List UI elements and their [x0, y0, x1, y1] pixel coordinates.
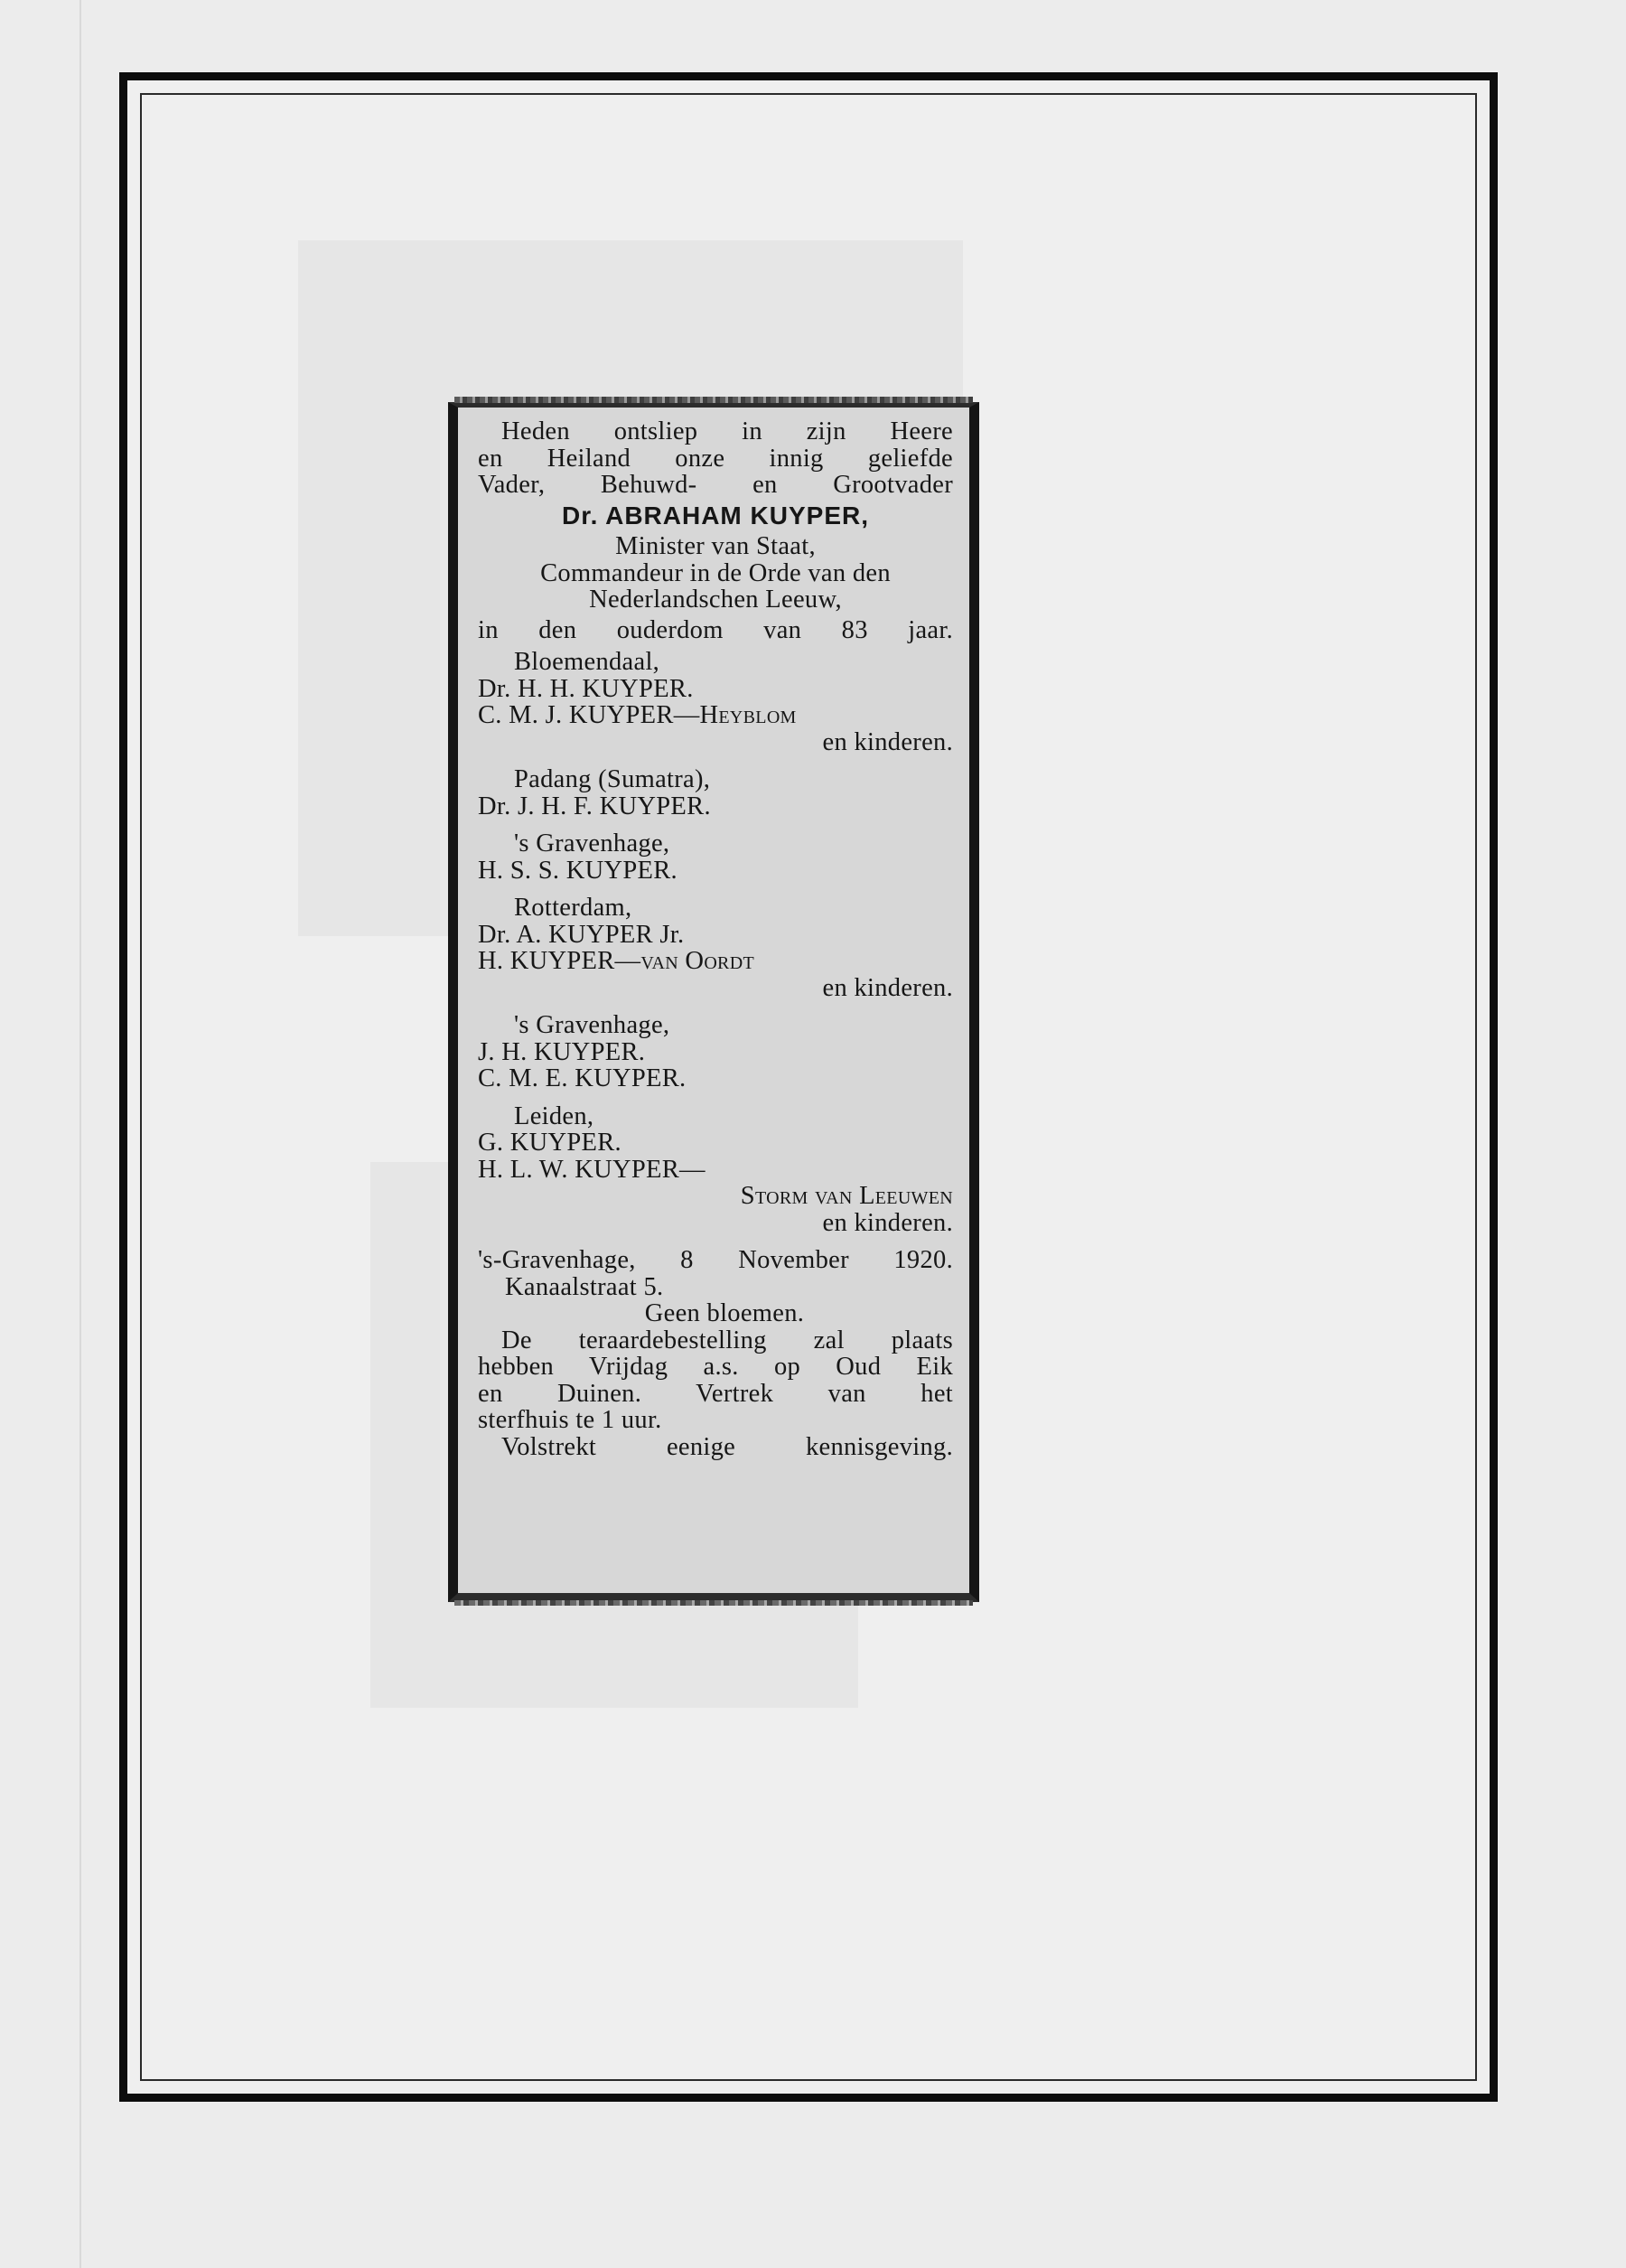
family-spouse: van Oordt — [640, 947, 754, 975]
clipping-torn-bottom-edge — [454, 1600, 973, 1606]
funeral-line: hebben Vrijdag a.s. op Oud Eik — [478, 1353, 953, 1381]
title-line: Nederlandschen Leeuw, — [589, 586, 842, 614]
family-suffix: en kinderen. — [822, 727, 953, 756]
family-name-line — [478, 948, 953, 975]
funeral-line: De teraardebestelling zal plaats — [501, 1326, 953, 1354]
family-place: Rotterdam, — [514, 894, 632, 922]
family-name: Dr. A. KUYPER Jr. — [478, 920, 685, 949]
family-spouse: Heyblom — [699, 701, 797, 729]
family-name: G. KUYPER. — [478, 1129, 621, 1157]
title-line: Minister van Staat, — [615, 532, 816, 560]
funeral-line: sterfhuis te 1 uur. — [478, 1406, 662, 1434]
intro-line: Heden ontsliep in zijn Heere — [501, 417, 953, 445]
family-name: H. S. S. KUYPER. — [478, 856, 678, 885]
family-place: 's Gravenhage, — [514, 829, 670, 858]
address-line: Kanaalstraat 5. — [505, 1272, 664, 1301]
family-place: Padang (Sumatra), — [514, 765, 711, 793]
obituary-clipping — [448, 402, 979, 1602]
deceased-name: Dr. ABRAHAM KUYPER, — [562, 501, 869, 530]
intro-line: en Heiland onze innig geliefde — [478, 444, 953, 473]
family-name: J. H. KUYPER. — [478, 1037, 646, 1066]
family-place: Bloemendaal, — [514, 648, 660, 676]
clipping-torn-top-edge — [454, 397, 973, 403]
family-suffix: en kinderen. — [822, 1208, 953, 1237]
family-name: C. M. J. KUYPER— — [478, 701, 700, 729]
date-line: 's-Gravenhage, 8 November 1920. — [478, 1246, 953, 1274]
age-line: in den ouderdom van 83 jaar. — [478, 615, 953, 644]
funeral-line: en Duinen. Vertrek van het — [478, 1379, 953, 1408]
family-spouse: Storm van Leeuwen — [740, 1182, 953, 1210]
title-line: Commandeur in de Orde van den — [540, 558, 891, 587]
family-name-line — [478, 702, 953, 729]
family-name: C. M. E. KUYPER. — [478, 1064, 687, 1092]
family-suffix: en kinderen. — [822, 973, 953, 1002]
intro-line: Vader, Behuwd- en Grootvader — [478, 471, 953, 499]
page-edge-line — [79, 0, 81, 2268]
family-name: Dr. J. H. F. KUYPER. — [478, 792, 711, 820]
family-name: Dr. H. H. KUYPER. — [478, 674, 694, 703]
family-name: H. L. W. KUYPER— — [478, 1155, 706, 1184]
family-place: 's Gravenhage, — [514, 1011, 670, 1039]
family-place: Leiden, — [514, 1101, 594, 1130]
closing-line: Volstrekt eenige kennisgeving. — [501, 1432, 953, 1461]
no-flowers-line: Geen bloemen. — [644, 1299, 805, 1327]
family-name: H. KUYPER— — [478, 947, 641, 975]
